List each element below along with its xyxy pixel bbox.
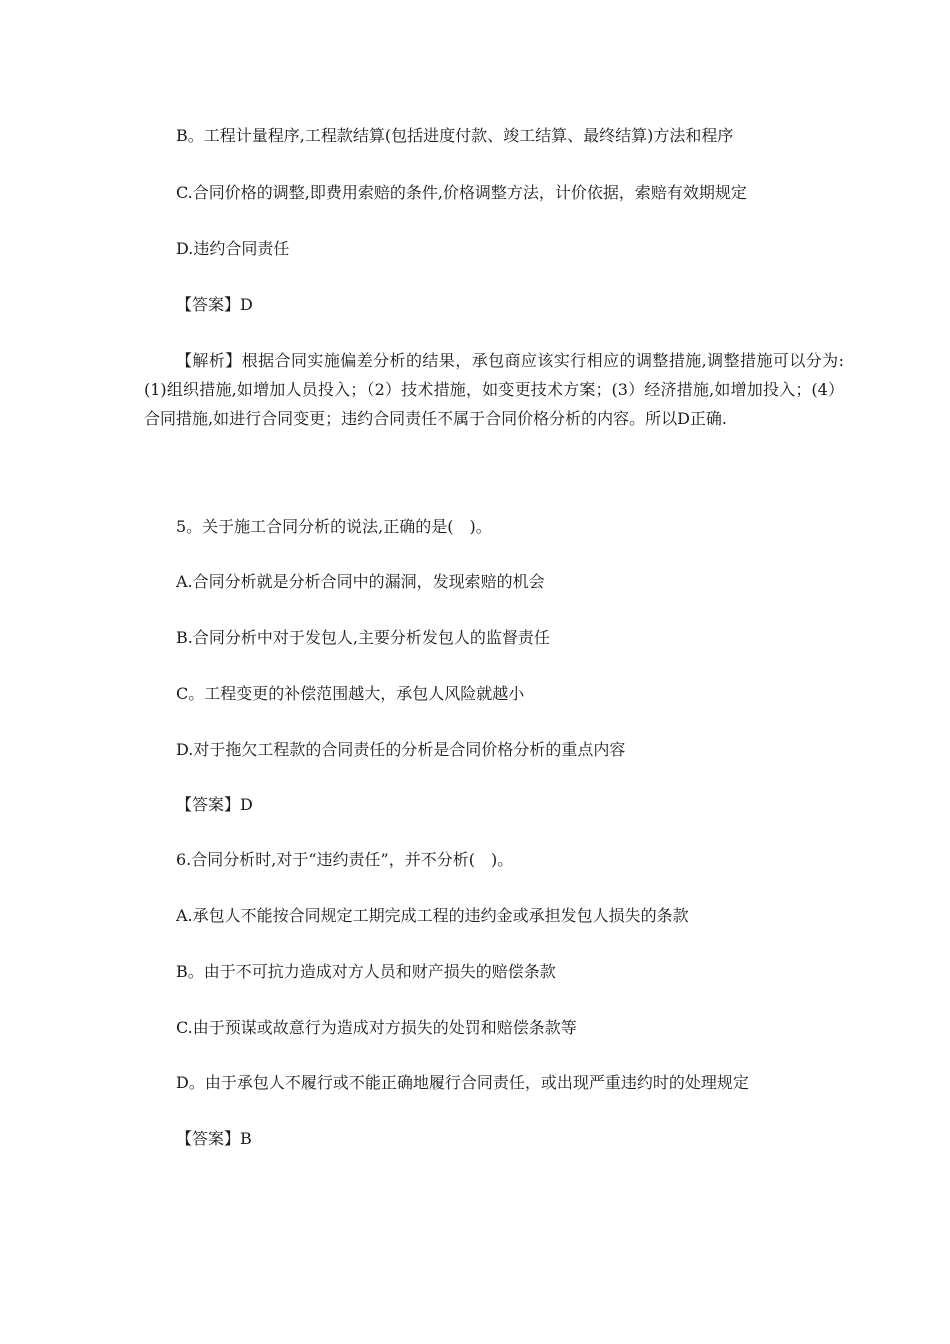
question-6-option-b: B。由于不可抗力造成对方人员和财产损失的赔偿条款 <box>176 962 556 981</box>
question-6-answer: 【答案】B <box>176 1129 252 1148</box>
question-6: 6.合同分析时,对于“违约责任”，并不分析( )。 <box>176 850 514 869</box>
question-6-option-a: A.承包人不能按合同规定工期完成工程的违约金或承担发包人损失的条款 <box>176 906 689 925</box>
question-5-option-b: B.合同分析中对于发包人,主要分析发包人的监督责任 <box>176 628 550 647</box>
question-5-option-d: D.对于拖欠工程款的合同责任的分析是合同价格分析的重点内容 <box>176 740 626 759</box>
option-c-text: C.合同价格的调整,即费用索赔的条件,价格调整方法，计价依据，索赔有效期规定 <box>176 183 747 202</box>
question-5: 5。关于施工合同分析的说法,正确的是( )。 <box>176 517 492 536</box>
question-5-option-a: A.合同分析就是分析合同中的漏洞，发现索赔的机会 <box>176 572 545 591</box>
option-b-text: B。工程计量程序,工程款结算(包括进度付款、竣工结算、最终结算)方法和程序 <box>176 126 734 145</box>
question-6-option-d: D。由于承包人不履行或不能正确地履行合同责任，或出现严重违约时的处理规定 <box>176 1073 749 1092</box>
option-d-text: D.违约合同责任 <box>176 239 290 258</box>
analysis-paragraph: 【解析】根据合同实施偏差分析的结果，承包商应该实行相应的调整措施,调整措施可以分为:(1)组织措施,如增加人员投入；（2）技术措施，如变更技术方案；(3）经济措施,如增加投入；(4）合同措施,如进行合同变更；违约合同责任不属于合同价格分析的内容。所以D正确. <box>144 351 844 428</box>
question-6-option-c: C.由于预谋或故意行为造成对方损失的处罚和赔偿条款等 <box>176 1018 577 1037</box>
question-5-option-c: C。工程变更的补偿范围越大，承包人风险就越小 <box>176 684 525 703</box>
question-5-answer: 【答案】D <box>176 795 253 814</box>
answer-label: 【答案】D <box>176 295 253 314</box>
